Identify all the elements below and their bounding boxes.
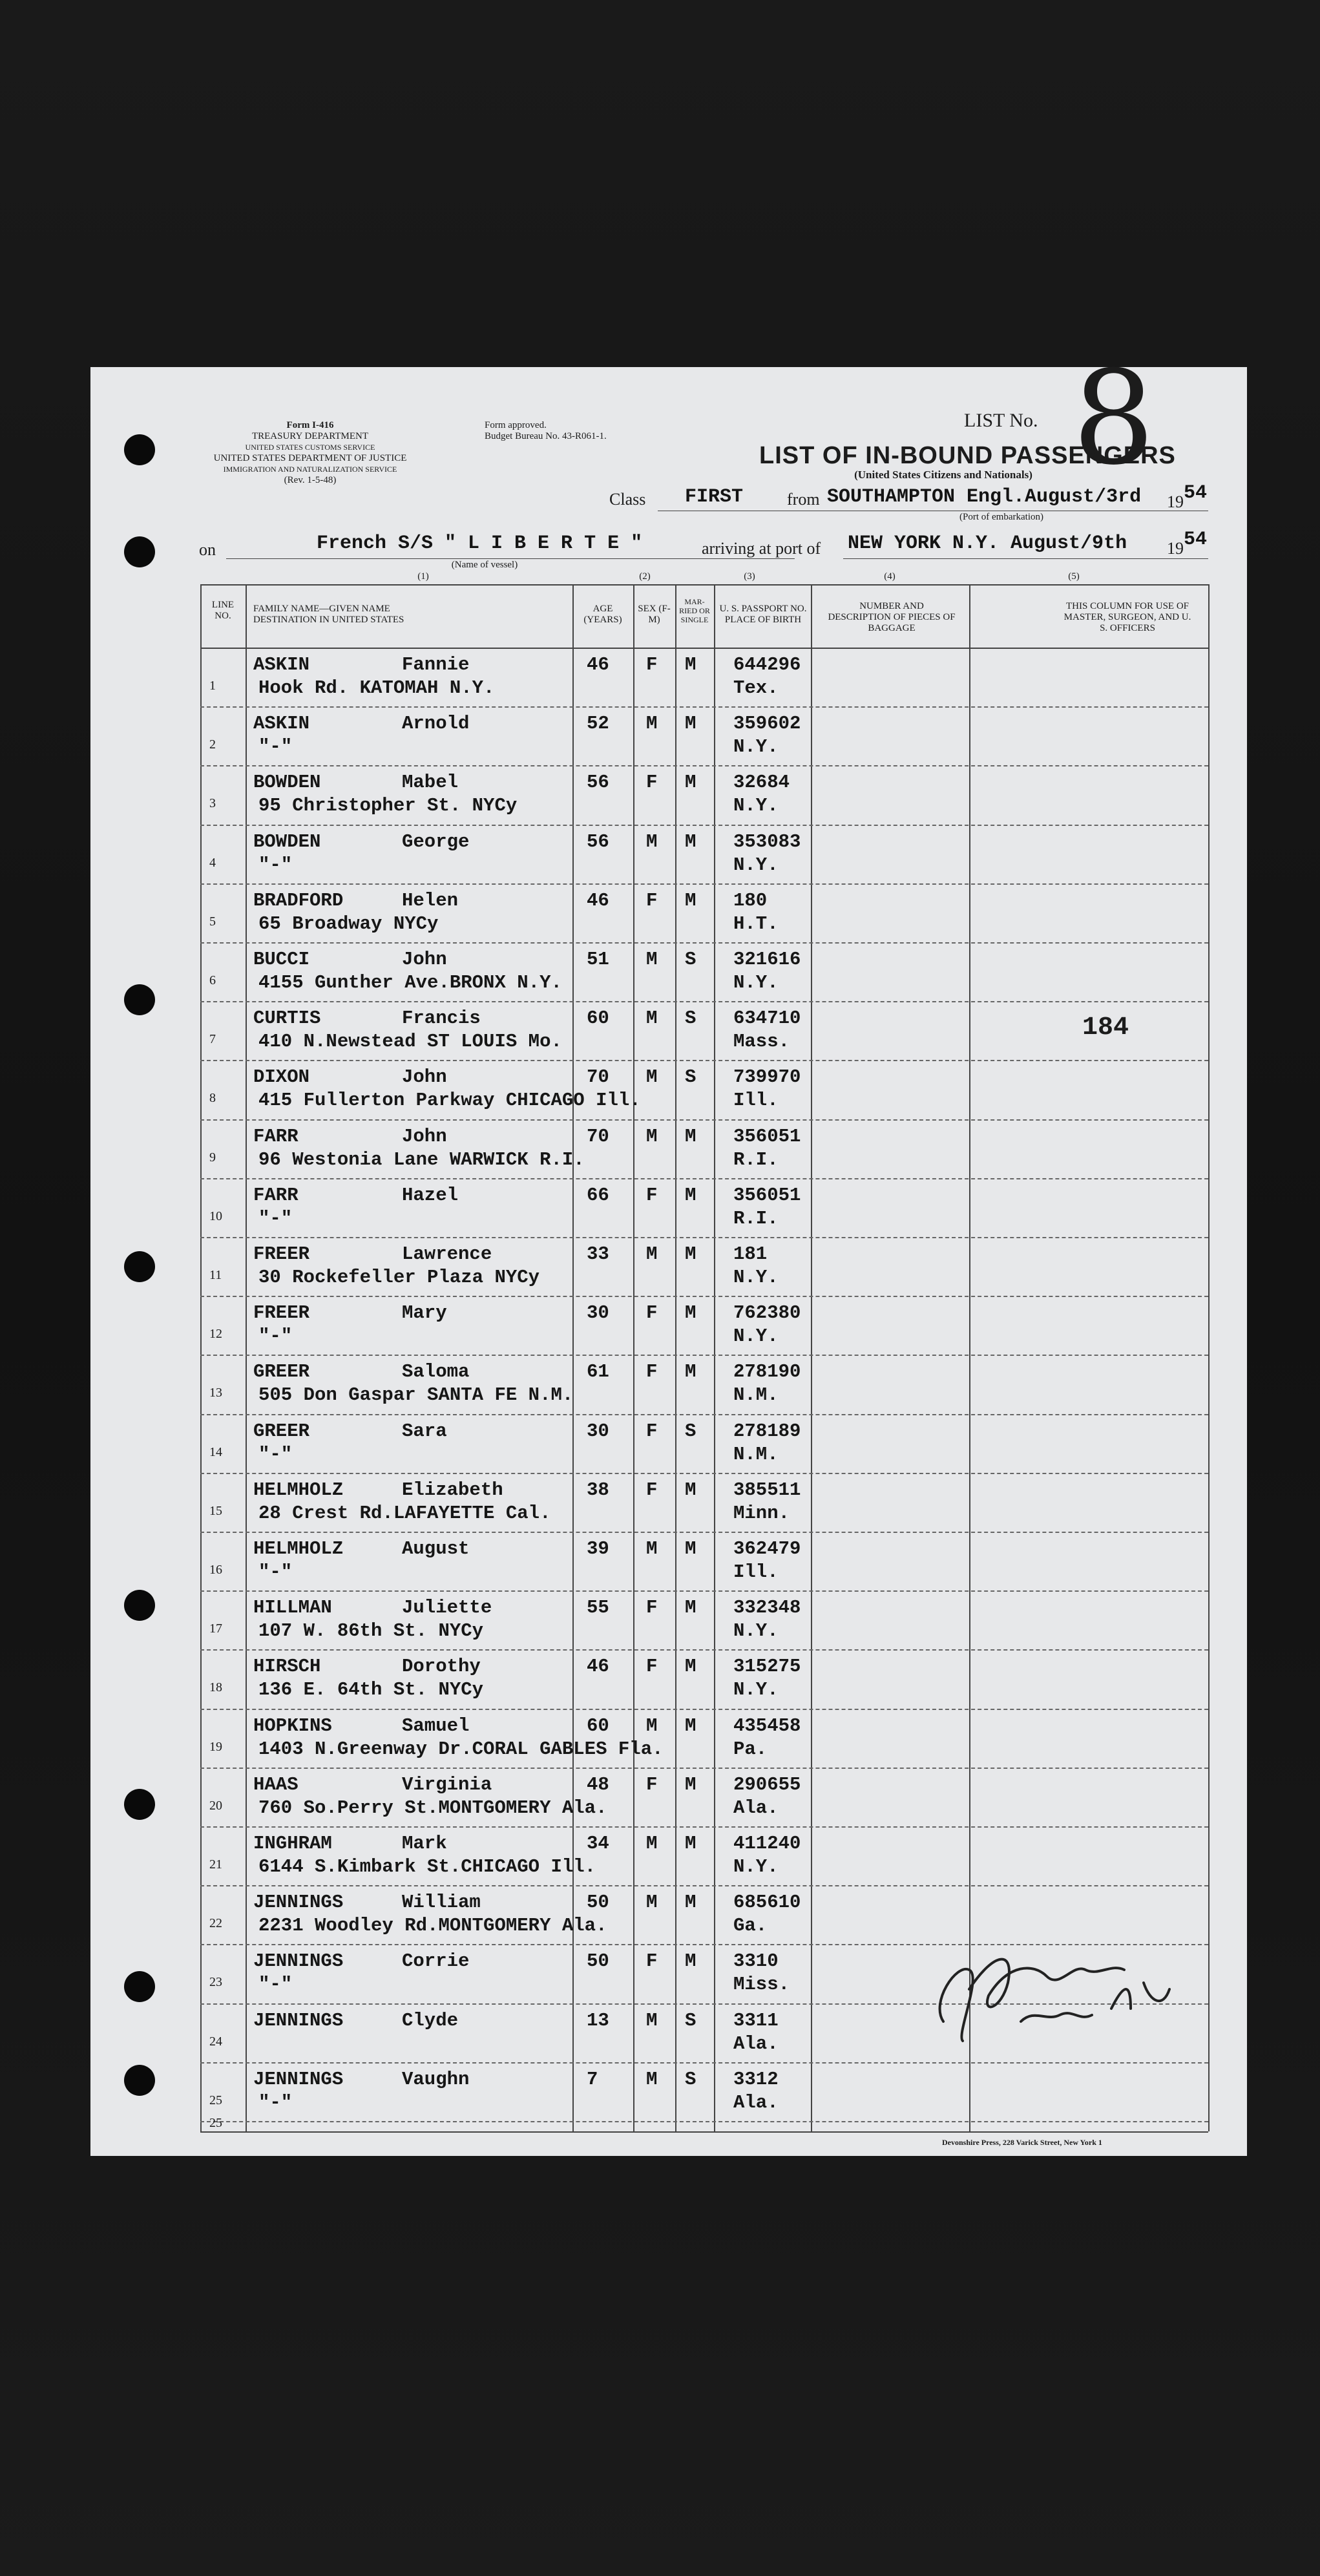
place-of-birth: Miss. <box>733 1974 790 1996</box>
passport-no: 644296 <box>733 654 801 675</box>
form-agency-block <box>184 420 436 486</box>
family-name: ASKIN <box>253 654 310 675</box>
place-of-birth: Ala. <box>733 1797 779 1819</box>
age: 60 <box>587 1715 609 1737</box>
table-row <box>90 1592 1247 1651</box>
family-name: HELMHOLZ <box>253 1538 344 1559</box>
passport-no: 762380 <box>733 1302 801 1324</box>
passport-no: 3312 <box>733 2068 779 2090</box>
passport-no: 356051 <box>733 1184 801 1206</box>
passport-no: 634710 <box>733 1008 801 1029</box>
given-name: Mabel <box>402 772 459 794</box>
marital-status: M <box>685 772 697 794</box>
family-name: FREER <box>253 1302 310 1324</box>
table-row <box>90 1061 1247 1121</box>
line-number: 1 <box>209 679 216 693</box>
sex: M <box>646 1008 658 1029</box>
col-header-sex: SEX (F-M) <box>638 604 671 625</box>
passport-no: 385511 <box>733 1479 801 1501</box>
given-name: Virginia <box>402 1773 492 1795</box>
line-number: 8 <box>209 1091 216 1106</box>
ins-service: IMMIGRATION AND NATURALIZATION SERVICE <box>223 465 397 474</box>
sex: F <box>646 1950 658 1972</box>
destination: 505 Don Gaspar SANTA FE N.M. <box>258 1384 574 1406</box>
given-name: Francis <box>402 1008 481 1029</box>
given-name: Clyde <box>402 2009 459 2031</box>
sex: F <box>646 889 658 911</box>
place-of-birth: Ill. <box>733 1561 779 1583</box>
table-row <box>90 1297 1247 1357</box>
sex: M <box>646 1125 658 1147</box>
table-row <box>90 826 1247 885</box>
passport-no: 685610 <box>733 1892 801 1914</box>
table-row <box>90 766 1247 826</box>
family-name: DIXON <box>253 1066 310 1088</box>
marital-status: M <box>685 1597 697 1619</box>
destination: "-" <box>258 1974 293 1996</box>
table-row <box>90 944 1247 1003</box>
age: 13 <box>587 2009 609 2031</box>
line-number: 15 <box>209 1503 222 1518</box>
destination: 4155 Gunther Ave.BRONX N.Y. <box>258 972 562 993</box>
vessel-note: (Name of vessel) <box>451 560 518 570</box>
line-number: 10 <box>209 1209 222 1223</box>
line-number: 25 <box>209 2093 222 2107</box>
line-number: 22 <box>209 1916 222 1931</box>
line-number: 21 <box>209 1857 222 1872</box>
passport-no: 362479 <box>733 1538 801 1559</box>
marital-status: M <box>685 1950 697 1972</box>
line-number: 2 <box>209 737 216 752</box>
line-number: 6 <box>209 973 216 987</box>
form-number: Form I-416 <box>286 420 334 430</box>
sex: M <box>646 713 658 735</box>
sex: M <box>646 2009 658 2031</box>
place-of-birth: N.M. <box>733 1443 779 1465</box>
given-name: August <box>402 1538 470 1559</box>
vessel-value: French S/S " L I B E R T E " <box>317 533 643 554</box>
place-of-birth: N.Y. <box>733 795 779 817</box>
passport-no: 356051 <box>733 1125 801 1147</box>
destination: "-" <box>258 854 293 876</box>
destination: "-" <box>258 1325 293 1347</box>
passport-no: 180 <box>733 889 768 911</box>
punch-hole <box>124 434 155 465</box>
age: 7 <box>587 2068 598 2090</box>
line-number: 14 <box>209 1444 222 1459</box>
place-of-birth: Minn. <box>733 1502 790 1524</box>
given-name: John <box>402 949 447 970</box>
treasury-dept: TREASURY DEPARTMENT <box>251 431 369 441</box>
sex: M <box>646 1833 658 1854</box>
passport-no: 290655 <box>733 1773 801 1795</box>
destination: 96 Westonia Lane WARWICK R.I. <box>258 1148 585 1170</box>
arrival-port-value: NEW YORK N.Y. August/9th <box>848 533 1127 554</box>
age: 70 <box>587 1125 609 1147</box>
sex: M <box>646 1892 658 1914</box>
family-name: JENNINGS <box>253 2068 344 2090</box>
class-label: Class <box>609 490 646 509</box>
printer-imprint: Devonshire Press, 228 Varick Street, New York 1 <box>942 2138 1102 2147</box>
destination: 28 Crest Rd.LAFAYETTE Cal. <box>258 1502 551 1524</box>
family-name: GREER <box>253 1420 310 1442</box>
passenger-manifest-page <box>90 343 1247 2156</box>
destination: "-" <box>258 1443 293 1465</box>
marital-status: M <box>685 1656 697 1678</box>
line-number-footer: 25 <box>209 2116 222 2130</box>
marital-status: M <box>685 1715 697 1737</box>
line-number: 17 <box>209 1621 222 1636</box>
given-name: Mark <box>402 1833 447 1854</box>
table-row <box>90 2064 1247 2123</box>
vessel-underline <box>226 558 795 559</box>
class-value: FIRST <box>685 486 744 508</box>
given-name: Hazel <box>402 1184 459 1206</box>
place-of-birth: Ala. <box>733 2091 779 2113</box>
passport-no: 3311 <box>733 2009 779 2031</box>
destination: 2231 Woodley Rd.MONTGOMERY Ala. <box>258 1915 607 1937</box>
given-name: Sara <box>402 1420 447 1442</box>
sex: F <box>646 1656 658 1678</box>
destination: "-" <box>258 736 293 758</box>
given-name: Samuel <box>402 1715 470 1737</box>
sex: F <box>646 1184 658 1206</box>
year-prefix-1: 19 <box>1167 492 1184 511</box>
line-number: 4 <box>209 855 216 870</box>
sex: M <box>646 830 658 852</box>
col-header-baggage: NUMBER AND DESCRIPTION OF PIECES OF BAGGAGE <box>828 601 956 633</box>
passport-no: 278189 <box>733 1420 801 1442</box>
age: 39 <box>587 1538 609 1559</box>
punch-hole <box>124 536 155 567</box>
passport-no: 3310 <box>733 1950 779 1972</box>
officer-signature <box>917 1925 1189 2054</box>
place-of-birth: N.M. <box>733 1384 779 1406</box>
place-of-birth: N.Y. <box>733 1267 779 1288</box>
table-row <box>90 1474 1247 1534</box>
given-name: Fannie <box>402 654 470 675</box>
embarkation-note: (Port of embarkation) <box>959 512 1043 522</box>
marital-status: M <box>685 1243 697 1265</box>
line-number: 20 <box>209 1798 222 1813</box>
sex: M <box>646 1538 658 1559</box>
page-title: LIST OF IN-BOUND PASSENGERS <box>759 442 1176 469</box>
sex: F <box>646 1302 658 1324</box>
passport-no: 353083 <box>733 830 801 852</box>
age: 60 <box>587 1008 609 1029</box>
marital-status: M <box>685 1773 697 1795</box>
given-name: Juliette <box>402 1597 492 1619</box>
family-name: ASKIN <box>253 713 310 735</box>
given-name: Elizabeth <box>402 1479 503 1501</box>
age: 66 <box>587 1184 609 1206</box>
marital-status: M <box>685 1184 697 1206</box>
col-header-line: LINE NO. <box>211 600 235 621</box>
table-row <box>90 885 1247 944</box>
given-name: Corrie <box>402 1950 470 1972</box>
form-approved: Form approved. <box>485 420 547 430</box>
given-name: John <box>402 1125 447 1147</box>
line-number: 3 <box>209 796 216 811</box>
table-bottom-rule <box>200 2131 1208 2133</box>
place-of-birth: Ala. <box>733 2032 779 2054</box>
colnum-4: (4) <box>884 571 896 582</box>
age: 46 <box>587 1656 609 1678</box>
family-name: INGHRAM <box>253 1833 332 1854</box>
marital-status: S <box>685 2009 697 2031</box>
form-revision: (Rev. 1-5-48) <box>284 475 337 485</box>
row-rule <box>200 2121 1208 2122</box>
age: 30 <box>587 1302 609 1324</box>
age: 34 <box>587 1833 609 1854</box>
passport-no: 315275 <box>733 1656 801 1678</box>
family-name: JENNINGS <box>253 1950 344 1972</box>
destination: 136 E. 64th St. NYCy <box>258 1679 484 1701</box>
table-row <box>90 1179 1247 1239</box>
table-top-rule <box>200 584 1208 586</box>
place-of-birth: N.Y. <box>733 1679 779 1701</box>
family-name: GREER <box>253 1361 310 1383</box>
table-row <box>90 708 1247 767</box>
sex: F <box>646 1420 658 1442</box>
list-no-value: 8 <box>1073 343 1155 494</box>
destination: 30 Rockefeller Plaza NYCy <box>258 1267 540 1288</box>
sex: M <box>646 949 658 970</box>
place-of-birth: N.Y. <box>733 972 779 993</box>
marital-status: M <box>685 713 697 735</box>
table-row <box>90 1238 1247 1298</box>
passport-no: 32684 <box>733 772 790 794</box>
from-label: from <box>787 490 820 509</box>
line-number: 16 <box>209 1563 222 1577</box>
family-name: BOWDEN <box>253 772 321 794</box>
table-row <box>90 1002 1247 1062</box>
age: 50 <box>587 1950 609 1972</box>
given-name: George <box>402 830 470 852</box>
marital-status: M <box>685 1538 697 1559</box>
destination: Hook Rd. KATOMAH N.Y. <box>258 677 495 699</box>
sex: F <box>646 1361 658 1383</box>
passport-no: 181 <box>733 1243 768 1265</box>
age: 46 <box>587 654 609 675</box>
table-row <box>90 1415 1247 1475</box>
col-header-age: AGE (YEARS) <box>583 604 622 625</box>
place-of-birth: N.Y. <box>733 1856 779 1877</box>
list-no-label: LIST No. <box>964 410 1038 431</box>
marital-status: S <box>685 2068 697 2090</box>
family-name: FREER <box>253 1243 310 1265</box>
destination: 1403 N.Greenway Dr.CORAL GABLES Fla. <box>258 1738 664 1760</box>
destination: 760 So.Perry St.MONTGOMERY Ala. <box>258 1797 607 1819</box>
form-approval-block <box>485 420 665 442</box>
col-header-officers: THIS COLUMN FOR USE OF MASTER, SURGEON, AND U. S. OFFICERS <box>1063 601 1191 633</box>
embarkation-value: SOUTHAMPTON Engl.August/3rd <box>827 486 1142 508</box>
marital-status: M <box>685 1479 697 1501</box>
marital-status: S <box>685 1066 697 1088</box>
place-of-birth: Mass. <box>733 1031 790 1053</box>
age: 33 <box>587 1243 609 1265</box>
sex: F <box>646 1773 658 1795</box>
line-number: 5 <box>209 914 216 929</box>
place-of-birth: R.I. <box>733 1148 779 1170</box>
place-of-birth: N.Y. <box>733 1620 779 1642</box>
given-name: Vaughn <box>402 2068 470 2090</box>
colnum-2: (2) <box>639 571 651 582</box>
year-prefix-2: 19 <box>1167 539 1184 558</box>
col-header-married: MAR-RIED OR SINGLE <box>679 597 710 624</box>
age: 46 <box>587 889 609 911</box>
given-name: Helen <box>402 889 459 911</box>
marital-status: M <box>685 1892 697 1914</box>
budget-bureau: Budget Bureau No. 43-R061-1. <box>485 431 607 441</box>
colnum-1: (1) <box>417 571 429 582</box>
family-name: FARR <box>253 1125 299 1147</box>
age: 55 <box>587 1597 609 1619</box>
destination: 107 W. 86th St. NYCy <box>258 1620 484 1642</box>
family-name: JENNINGS <box>253 1892 344 1914</box>
age: 70 <box>587 1066 609 1088</box>
family-name: HIRSCH <box>253 1656 321 1678</box>
line-number: 7 <box>209 1032 216 1047</box>
destination: "-" <box>258 1207 293 1229</box>
marital-status: S <box>685 1420 697 1442</box>
line-number: 13 <box>209 1386 222 1400</box>
given-name: John <box>402 1066 447 1088</box>
family-name: BRADFORD <box>253 889 344 911</box>
line-number: 18 <box>209 1680 222 1695</box>
family-name: FARR <box>253 1184 299 1206</box>
age: 56 <box>587 772 609 794</box>
table-row <box>90 1121 1247 1180</box>
line-number: 11 <box>209 1268 222 1282</box>
marital-status: S <box>685 1008 697 1029</box>
family-name: BUCCI <box>253 949 310 970</box>
sex: M <box>646 1243 658 1265</box>
passport-no: 359602 <box>733 713 801 735</box>
family-name: HILLMAN <box>253 1597 332 1619</box>
age: 48 <box>587 1773 609 1795</box>
passport-no: 411240 <box>733 1833 801 1854</box>
given-name: Saloma <box>402 1361 470 1383</box>
place-of-birth: Tex. <box>733 677 779 699</box>
place-of-birth: Pa. <box>733 1738 768 1760</box>
justice-dept: UNITED STATES DEPARTMENT OF JUSTICE <box>213 453 407 463</box>
family-name: BOWDEN <box>253 830 321 852</box>
place-of-birth: N.Y. <box>733 1325 779 1347</box>
colnum-3: (3) <box>744 571 755 582</box>
family-name: HELMHOLZ <box>253 1479 344 1501</box>
sex: F <box>646 654 658 675</box>
colnum-5: (5) <box>1068 571 1080 582</box>
table-row <box>90 1828 1247 1887</box>
year-value-2: 54 <box>1184 529 1208 551</box>
passport-no: 332348 <box>733 1597 801 1619</box>
table-row <box>90 1533 1247 1592</box>
passport-no: 278190 <box>733 1361 801 1383</box>
col-header-passport: U. S. PASSPORT NO. PLACE OF BIRTH <box>719 604 807 625</box>
destination: 95 Christopher St. NYCy <box>258 795 518 817</box>
family-name: HAAS <box>253 1773 299 1795</box>
office-stamp-number: 184 <box>1082 1013 1129 1042</box>
age: 30 <box>587 1420 609 1442</box>
sex: F <box>646 1479 658 1501</box>
place-of-birth: H.T. <box>733 913 779 934</box>
given-name: Mary <box>402 1302 447 1324</box>
age: 52 <box>587 713 609 735</box>
line-number: 9 <box>209 1150 216 1165</box>
age: 50 <box>587 1892 609 1914</box>
table-row <box>90 649 1247 708</box>
destination: 410 N.Newstead ST LOUIS Mo. <box>258 1031 562 1053</box>
given-name: Dorothy <box>402 1656 481 1678</box>
age: 38 <box>587 1479 609 1501</box>
place-of-birth: Ill. <box>733 1090 779 1112</box>
age: 51 <box>587 949 609 970</box>
sex: F <box>646 772 658 794</box>
year-value-1: 54 <box>1184 482 1208 504</box>
page-subtitle: (United States Citizens and Nationals) <box>854 469 1032 481</box>
place-of-birth: N.Y. <box>733 736 779 758</box>
age: 61 <box>587 1361 609 1383</box>
destination: 415 Fullerton Parkway CHICAGO Ill. <box>258 1090 641 1112</box>
line-number: 24 <box>209 2034 222 2049</box>
marital-status: M <box>685 1125 697 1147</box>
place-of-birth: Ga. <box>733 1915 768 1937</box>
col-header-name: FAMILY NAME—GIVEN NAME DESTINATION IN UNITED STATES <box>253 604 404 625</box>
table-row <box>90 1651 1247 1710</box>
marital-status: M <box>685 654 697 675</box>
place-of-birth: N.Y. <box>733 854 779 876</box>
marital-status: S <box>685 949 697 970</box>
customs-service: UNITED STATES CUSTOMS SERVICE <box>245 443 375 452</box>
marital-status: M <box>685 1833 697 1854</box>
sex: F <box>646 1597 658 1619</box>
arriving-label: arriving at port of <box>702 539 821 558</box>
marital-status: M <box>685 830 697 852</box>
on-label: on <box>199 540 216 559</box>
line-number: 19 <box>209 1739 222 1754</box>
place-of-birth: R.I. <box>733 1207 779 1229</box>
passport-no: 739970 <box>733 1066 801 1088</box>
sex: M <box>646 1715 658 1737</box>
family-name: HOPKINS <box>253 1715 332 1737</box>
marital-status: M <box>685 1302 697 1324</box>
marital-status: M <box>685 1361 697 1383</box>
table-row <box>90 1769 1247 1828</box>
age: 56 <box>587 830 609 852</box>
passport-no: 321616 <box>733 949 801 970</box>
destination: 6144 S.Kimbark St.CHICAGO Ill. <box>258 1856 596 1877</box>
line-number: 23 <box>209 1975 222 1990</box>
destination: "-" <box>258 2091 293 2113</box>
sex: M <box>646 1066 658 1088</box>
destination: "-" <box>258 1561 293 1583</box>
arrival-underline <box>843 558 1208 559</box>
given-name: Lawrence <box>402 1243 492 1265</box>
table-row <box>90 1710 1247 1769</box>
given-name: Arnold <box>402 713 470 735</box>
family-name: CURTIS <box>253 1008 321 1029</box>
table-row <box>90 1356 1247 1415</box>
destination: 65 Broadway NYCy <box>258 913 439 934</box>
line-number: 12 <box>209 1327 222 1342</box>
passport-no: 435458 <box>733 1715 801 1737</box>
family-name: JENNINGS <box>253 2009 344 2031</box>
given-name: William <box>402 1892 481 1914</box>
sex: M <box>646 2068 658 2090</box>
marital-status: M <box>685 889 697 911</box>
